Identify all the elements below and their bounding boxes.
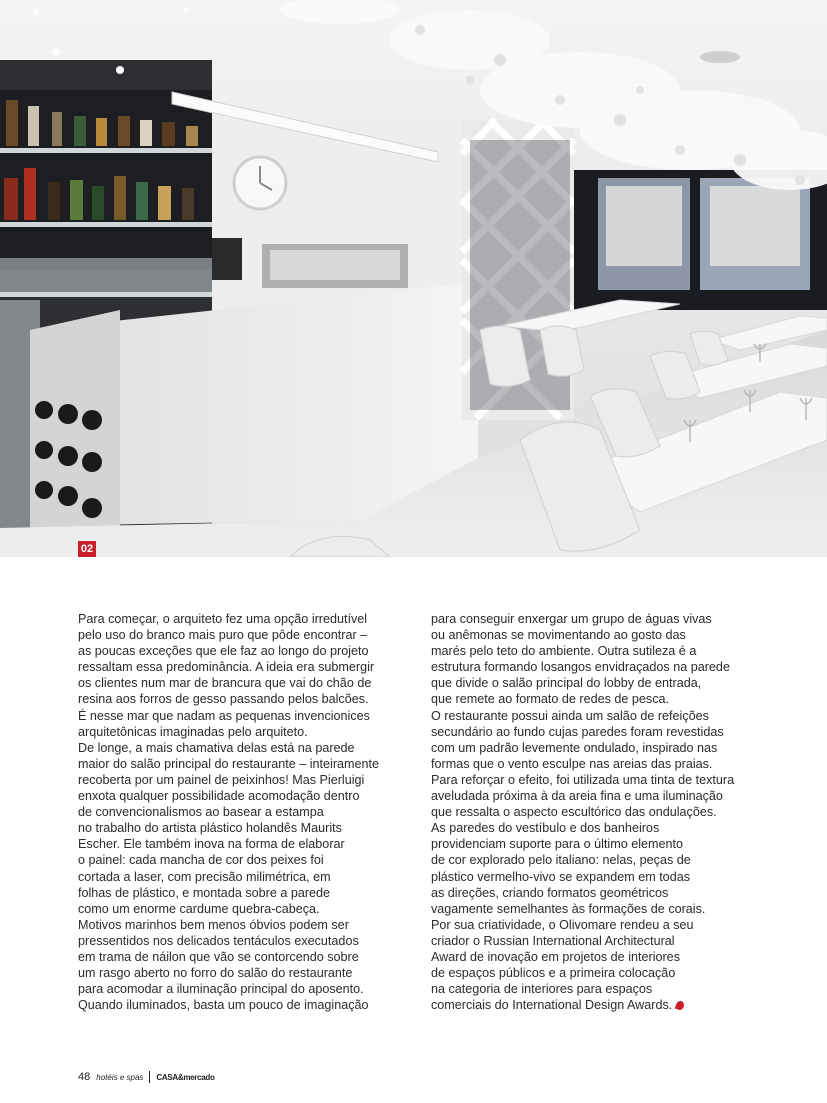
text-line: no trabalho do artista plástico holandês Maurits xyxy=(78,821,342,836)
text-line: que ressalta o aspecto escultórico das ondulações. xyxy=(431,805,717,820)
text-line: maior do salão principal do restaurante – inteiramente xyxy=(78,756,380,771)
text-line: formas que o vento esculpe nas areias das praias. xyxy=(431,756,713,771)
text-line: As paredes do vestíbulo e dos banheiros xyxy=(431,821,660,836)
text-line: É nesse mar que nadam as pequenas invencionices xyxy=(78,708,370,723)
text-line: aveludada próxima à da areia fina e uma iluminação xyxy=(431,789,723,804)
text-line: Por sua criatividade, o Olivomare rendeu a seu xyxy=(431,917,694,932)
text-line: De longe, a mais chamativa delas está na parede xyxy=(78,740,355,755)
text-line: pelo uso do branco mais puro que pôde encontrar – xyxy=(78,628,368,643)
text-line-last-content: comerciais do International Design Awards. xyxy=(431,998,673,1013)
text-line: resina aos forros de gesso passando pelos balcões. xyxy=(78,692,369,707)
text-line: plástico vermelho-vivo se expandem em todas xyxy=(431,869,690,884)
text-line: estrutura formando losangos envidraçados na parede xyxy=(431,660,730,675)
text-line: um rasgo aberto no forro do salão do restaurante xyxy=(78,966,353,981)
text-line: para conseguir enxergar um grupo de águas vivas xyxy=(431,612,712,626)
text-line-last xyxy=(431,997,751,1013)
text-line: arquitetônicas imaginadas pelo arquiteto. xyxy=(78,724,308,739)
text-line: para acomodar a iluminação principal do aposento. xyxy=(78,982,364,997)
text-line: cortada a laser, com precisão milimétrica, em xyxy=(78,869,331,884)
text-line: O restaurante possui ainda um salão de refeições xyxy=(431,708,709,723)
text-line: Motivos marinhos bem menos óbvios podem ser xyxy=(78,917,349,932)
text-line: de espaços públicos e a primeira colocação xyxy=(431,966,676,981)
text-line: em trama de náilon que vão se contorcendo sobre xyxy=(78,949,359,964)
text-line: o painel: cada mancha de cor dos peixes foi xyxy=(78,853,324,868)
text-line: ressaltam essa predominância. A ideia era submergir xyxy=(78,660,375,675)
text-line: Escher. Ele também inova na forma de elaborar xyxy=(78,837,345,852)
text-line: marés pelo teto do ambiente. Outra sutileza é a xyxy=(431,644,697,659)
text-line: Award de inovação em projetos de interiores xyxy=(431,949,680,964)
text-line: ou anêmonas se movimentando ao gosto das xyxy=(431,628,686,643)
end-of-article-icon xyxy=(675,1000,686,1011)
text-line: secundário ao fundo cujas paredes foram revestidas xyxy=(431,724,724,739)
text-line: as direções, criando formatos geométricos xyxy=(431,885,669,900)
text-line: os clientes num mar de brancura que vai do chão de xyxy=(78,676,372,691)
text-line: criador o Russian International Architectural xyxy=(431,933,675,948)
section-name: hotéis e spas xyxy=(96,1072,144,1082)
text-line: folhas de plástico, e montada sobre a parede xyxy=(78,885,331,900)
text-line: como um enorme cardume quebra-cabeça. xyxy=(78,901,320,916)
text-line: recoberta por um painel de peixinhos! Mas Pierluigi xyxy=(78,772,365,787)
text-line: Para começar, o arquiteto fez uma opção irredutível xyxy=(78,612,368,626)
text-line: vagamente semelhantes às formações de corais. xyxy=(431,901,706,916)
text-line: Para reforçar o efeito, foi utilizada uma tinta de textura xyxy=(431,772,735,787)
photo-number-badge: 02 xyxy=(78,541,96,557)
text-line: com um padrão levemente ondulado, inspirado nas xyxy=(431,740,718,755)
text-line: na categoria de interiores para espaços xyxy=(431,982,653,997)
magazine-brand: CASA&mercado xyxy=(156,1072,215,1082)
page-footer xyxy=(78,1071,215,1083)
article-column-right xyxy=(431,611,751,1013)
text-line: que divide o salão principal do lobby de entrada, xyxy=(431,676,702,691)
text-line: pressentidos nos delicados tentáculos executados xyxy=(78,933,359,948)
text-line: as poucas exceções que ele faz ao longo do projeto xyxy=(78,644,369,659)
text-line: enxota qualquer possibilidade acomodação dentro xyxy=(78,789,360,804)
text-line: de convencionalismos ao basear a estampa xyxy=(78,805,324,820)
footer-divider xyxy=(149,1071,150,1083)
page-number: 48 xyxy=(78,1071,91,1083)
text-line: Quando iluminados, basta um pouco de imaginação xyxy=(78,998,369,1013)
text-line: que remete ao formato de redes de pesca. xyxy=(431,692,670,707)
text-line: providenciam suporte para o último elemento xyxy=(431,837,684,852)
article-column-left xyxy=(78,611,394,1013)
text-line: de cor explorado pelo italiano: nelas, peças de xyxy=(431,853,691,868)
